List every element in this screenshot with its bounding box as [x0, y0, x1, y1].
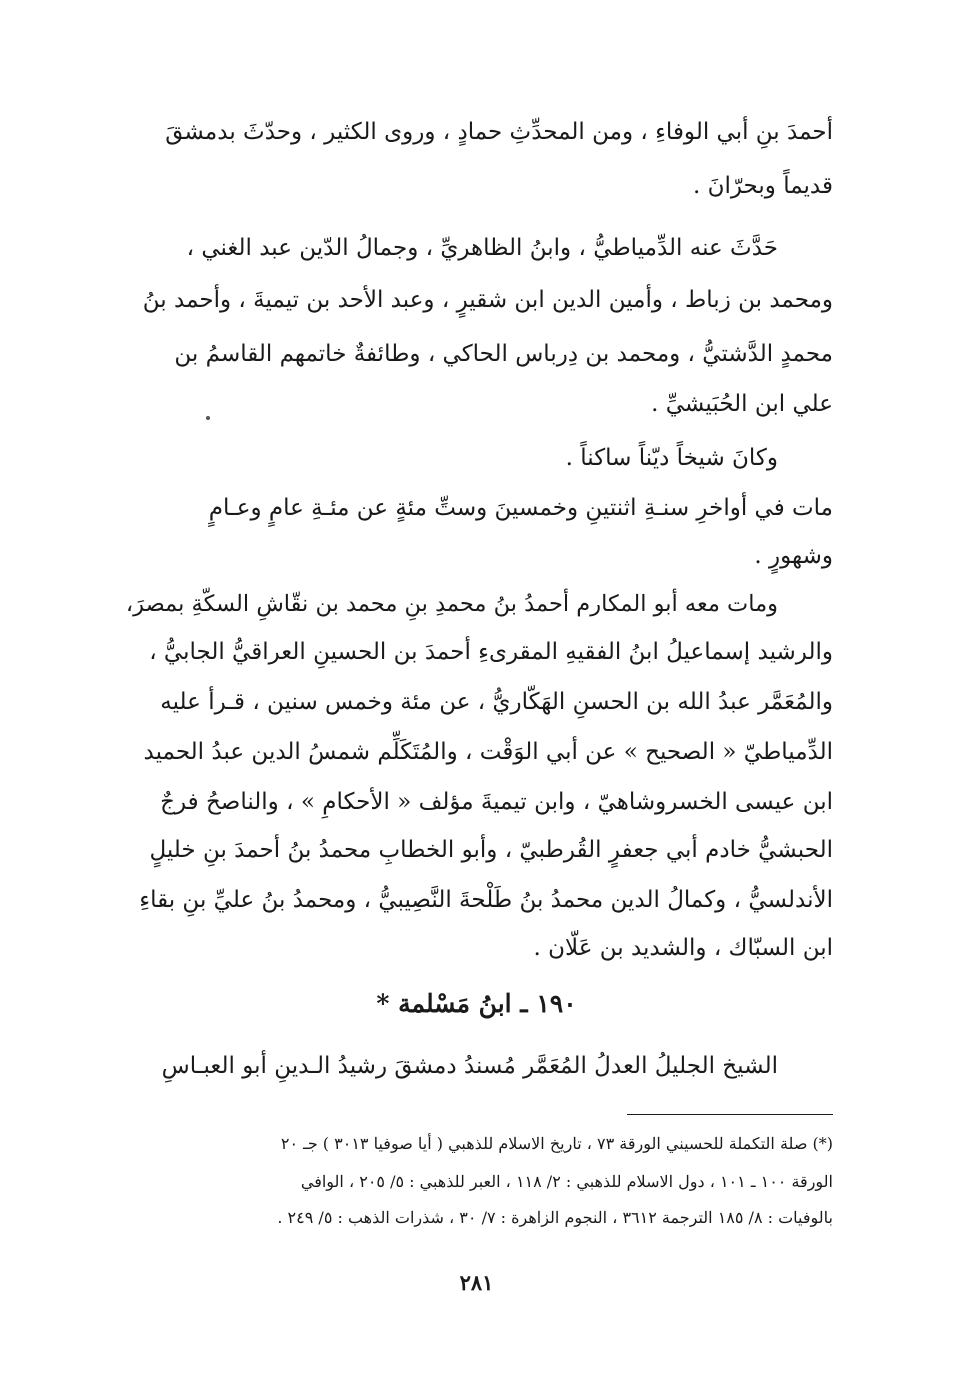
footnote-line: بالوفيات : ٨/ ١٨٥ الترجمة ٣٦١٢ ، النجوم الزاهرة : ٧/ ٣٠ ، شذرات الذهب : ٥/ ٢٤٩ .: [277, 1208, 833, 1227]
entry-title: ١٩٠ ـ ابنُ مَسْلمة *: [376, 989, 577, 1018]
body-line: محمدٍ الدَّشتيُّ ، ومحمد بن دِرباس الحاكي ، وطائفةٌ خاتمهم القاسمُ بن: [174, 341, 833, 367]
body-line: أحمدَ بنِ أبي الوفاءِ ، ومن المحدِّثِ حمادٍ ، وروى الكثير ، وحدّثَ بدمشقَ: [165, 119, 833, 145]
body-line: ومحمد بن زباط ، وأمين الدين ابن شقيرٍ ، وعبد الأحد بن تيميةَ ، وأحمد بنُ: [142, 287, 833, 313]
page-number: ٢٨١: [459, 1270, 494, 1295]
body-line: والرشيد إسماعيلُ ابنُ الفقيهِ المقرىءِ أحمدَ بن الحسينِ العراقيُّ الجابيُّ ،: [149, 639, 833, 665]
body-line: الأندلسيُّ ، وكمالُ الدين محمدُ بنُ طَلْحةَ النَّصِيبيُّ ، ومحمدُ بنُ عليِّ بنِ بقاءِ: [139, 887, 833, 913]
body-line: الدِّمياطيّ « الصحيح » عن أبي الوَقْت ، والمُتَكَلِّم شمسُ الدين عبدُ الحميد: [143, 739, 833, 765]
body-line: علي ابن الحُبَيشيِّ .: [651, 391, 833, 417]
body-line: ابن السبّاك ، والشديد بن عَلّان .: [533, 935, 833, 961]
body-line: والمُعَمَّر عبدُ الله بن الحسنِ الهَكّاريُّ ، عن مئة وخمس سنين ، قـرأ عليه: [160, 689, 833, 715]
body-line: قديماً وبحرّانَ .: [692, 173, 833, 199]
body-line: مات في أواخرِ سنـةِ اثنتينِ وخمسينَ وستِّ مئةٍ عن مئـةِ عامٍ وعـامٍ: [208, 495, 833, 521]
footnote-divider: [627, 1114, 833, 1115]
body-line: وشهورٍ .: [754, 543, 833, 569]
body-line: حَدَّثَ عنه الدِّمياطيُّ ، وابنُ الظاهريِّ ، وجمالُ الدّين عبد الغني ،: [186, 235, 778, 261]
ink-speck: [206, 416, 210, 420]
body-line: وكانَ شيخاً ديّناً ساكناً .: [565, 445, 778, 471]
body-line: ابن عيسى الخسروشاهيّ ، وابن تيميةَ مؤلف « الأحكامِ » ، والناصحُ فرجٌ: [160, 789, 833, 815]
body-line: ومات معه أبو المكارم أحمدُ بنُ محمدِ بنِ محمد بن نقّاشِ السكّةِ بمصرَ،: [125, 591, 778, 617]
body-line: الحبشيُّ خادم أبي جعفرٍ القُرطبيّ ، وأبو الخطابِ محمدُ بنُ أحمدَ بنِ خليلٍ: [149, 837, 833, 863]
entry-first-line: الشيخ الجليلُ العدلُ المُعَمَّر مُسندُ دمشقَ رشيدُ الـدينِ أبو العبـاسِ: [161, 1053, 778, 1079]
footnote-line: (*) صلة التكملة للحسيني الورقة ٧٣ ، تاريخ الاسلام للذهبي ( أيا صوفيا ٣٠١٣ ) جـ ٢٠: [280, 1134, 833, 1153]
footnote-line: الورقة ١٠٠ ـ ١٠١ ، دول الاسلام للذهبي : ٢/ ١١٨ ، العبر للذهبي : ٥/ ٢٠٥ ، الوافي: [300, 1172, 833, 1191]
